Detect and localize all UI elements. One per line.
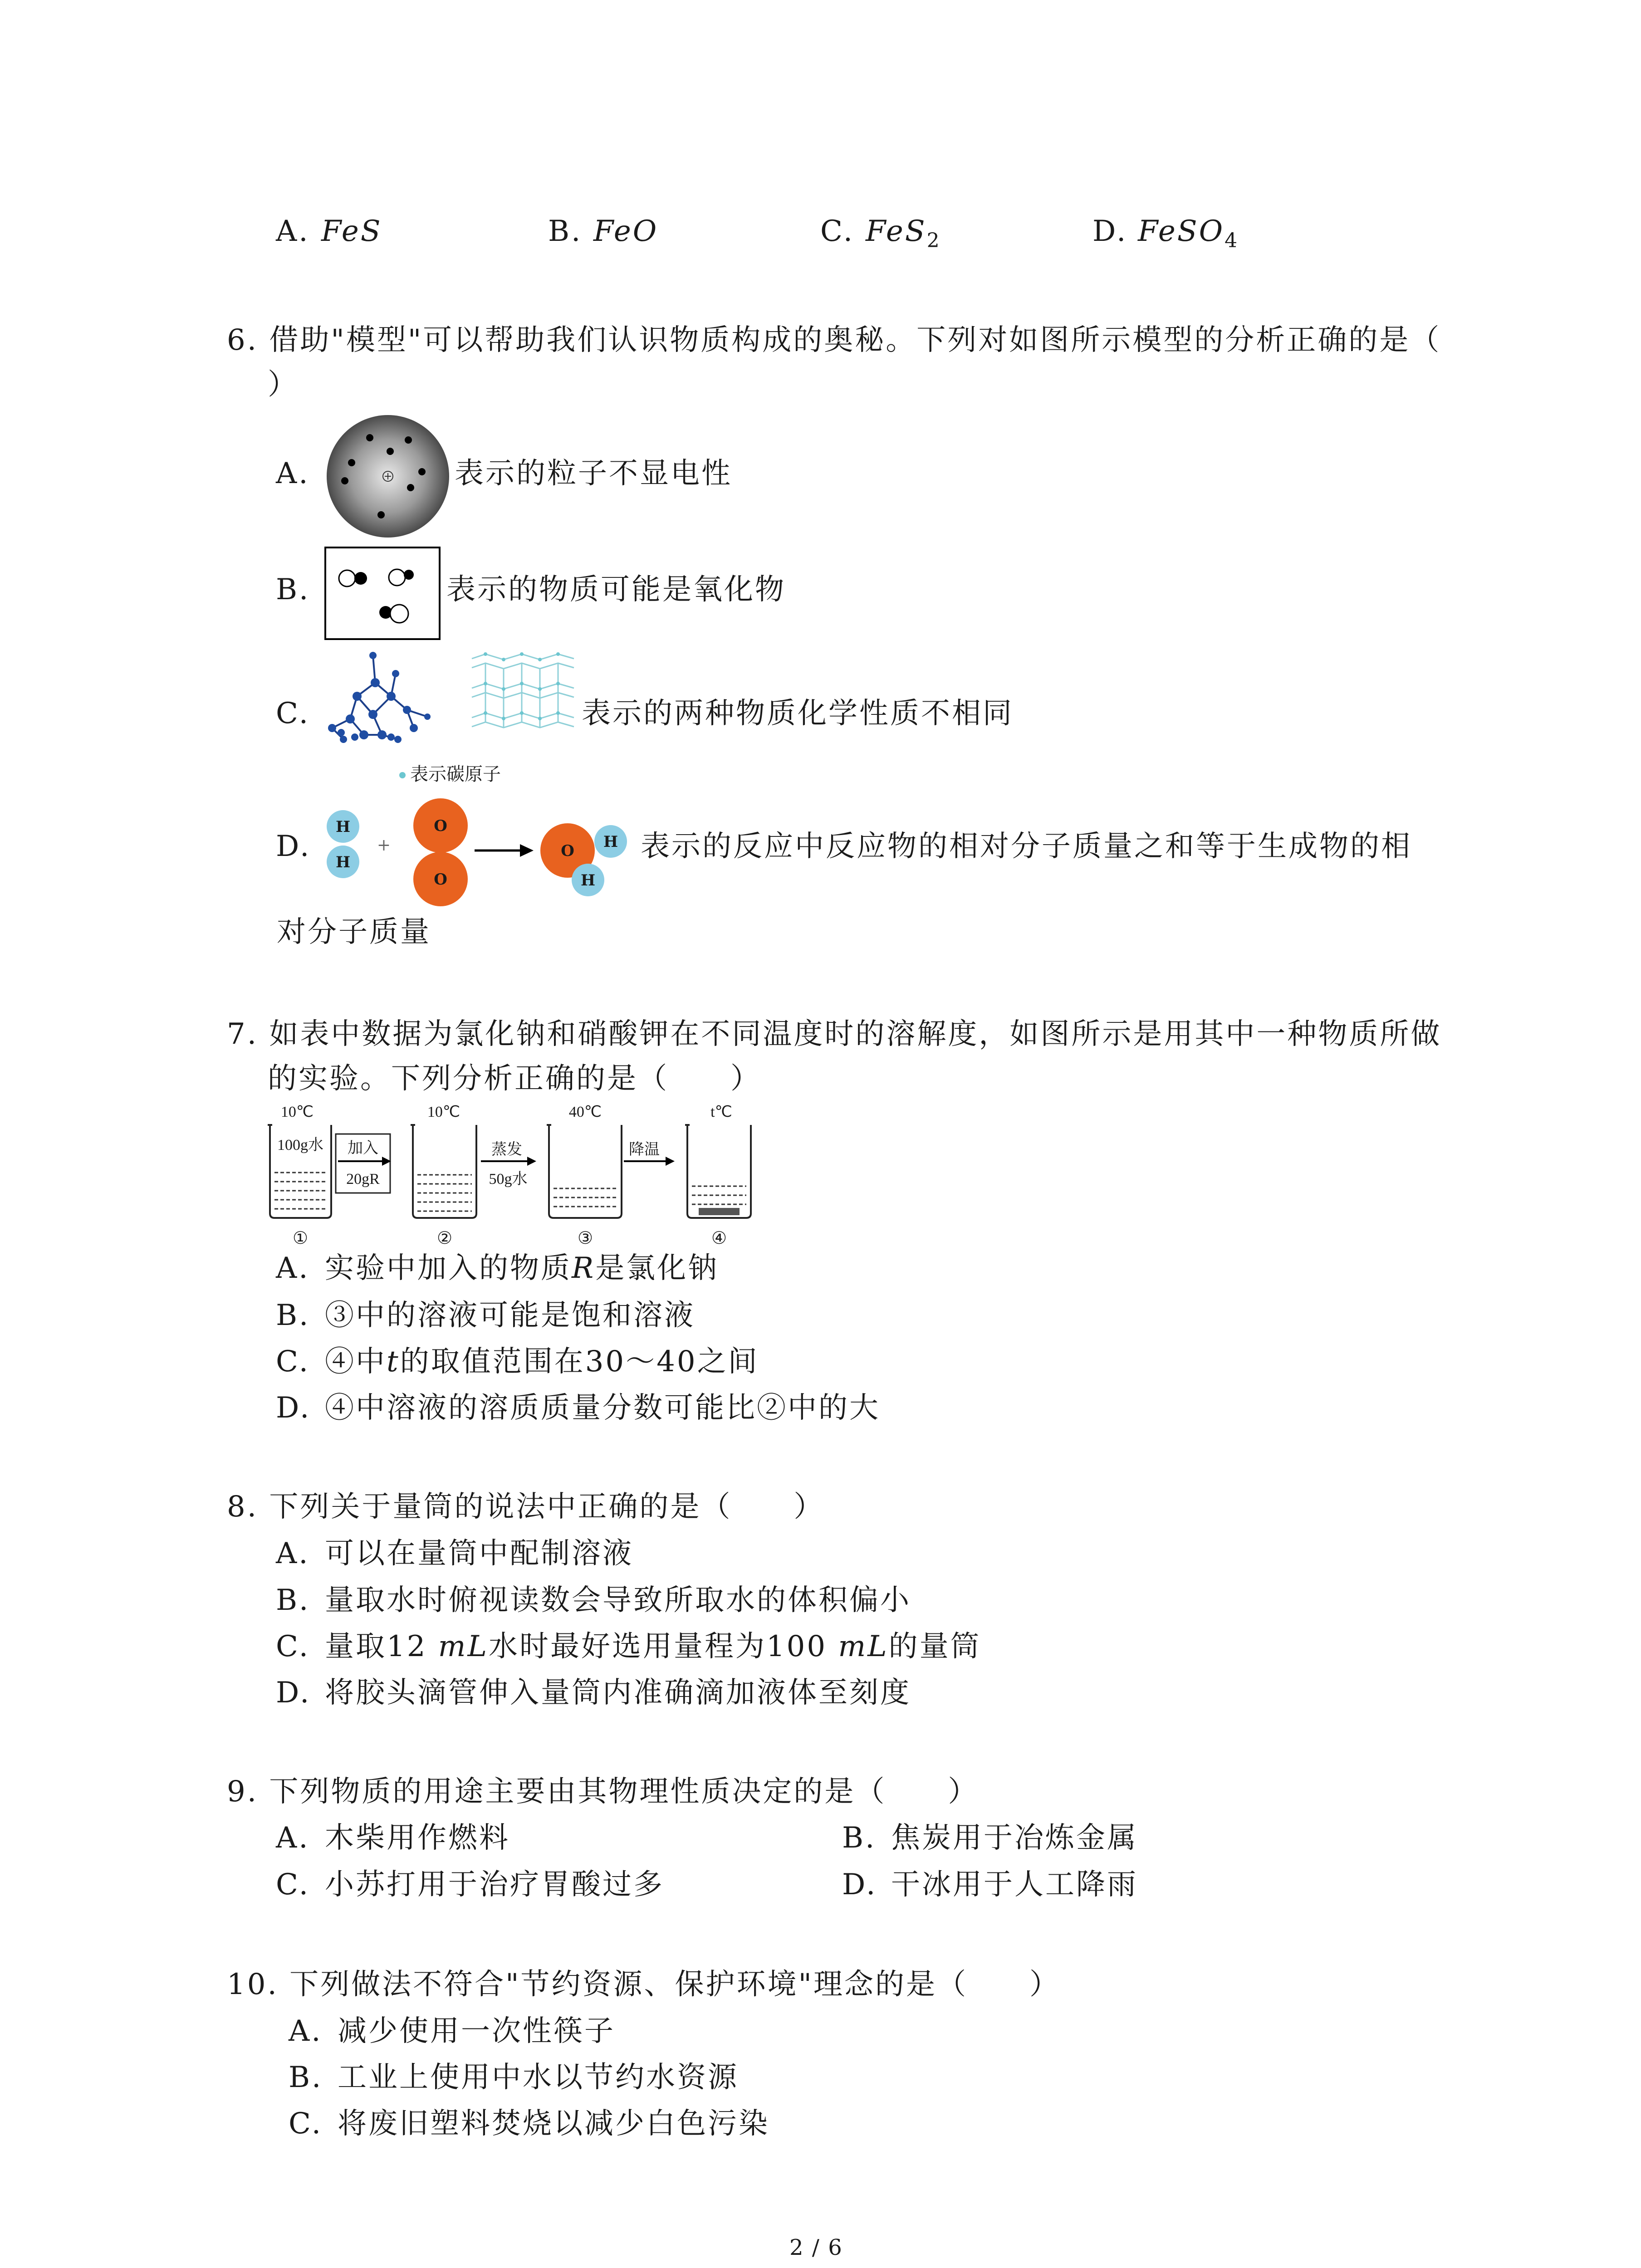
option-text-post: 的量筒 <box>888 1630 981 1663</box>
q6-option-a-label[interactable]: A. <box>276 457 310 490</box>
option-label: A. <box>276 215 310 248</box>
graphite-structure-figure <box>467 650 578 745</box>
beaker-number: ③ <box>577 1229 593 1248</box>
option-text: 木柴用作燃料 <box>325 1821 510 1855</box>
unit: mL <box>838 1630 889 1663</box>
q7-option-d[interactable] <box>276 1390 880 1426</box>
dissolution-experiment-figure <box>263 1102 753 1250</box>
q7-stem: 7. 如表中数据为氯化钠和硝酸钾在不同温度时的溶解度，如图所示是用其中一种物质所做 <box>227 1017 1442 1051</box>
page-number: 2 / 6 <box>789 2235 843 2260</box>
q6-option-a-text: 表示的粒子不显电性 <box>455 457 732 490</box>
option-text: 小苏打用于治疗胃酸过多 <box>325 1868 664 1901</box>
beaker-number: ① <box>292 1229 309 1248</box>
option-label: D. <box>276 1391 311 1425</box>
q9-option-d[interactable] <box>842 1867 1138 1903</box>
q6-option-d-label[interactable]: D. <box>276 830 311 863</box>
option-text: 将胶头滴管伸入量筒内准确滴加液体至刻度 <box>325 1676 911 1710</box>
option-text: FeS <box>866 215 927 248</box>
option-label: C. <box>276 1868 310 1901</box>
q9-stem: 9. 下列物质的用途主要由其物理性质决定的是（ ） <box>227 1775 979 1809</box>
o-atom-label: O <box>434 870 447 889</box>
molecule-box-figure <box>324 547 441 640</box>
option-label: B. <box>842 1821 877 1855</box>
beaker-number: ④ <box>711 1229 727 1248</box>
option-label: D. <box>276 1676 311 1710</box>
option-label: A. <box>276 1251 310 1285</box>
q10-option-c[interactable] <box>289 2106 769 2142</box>
q8-option-b[interactable] <box>276 1582 911 1618</box>
q9-option-c[interactable] <box>276 1867 664 1903</box>
q7-option-c[interactable] <box>276 1344 759 1380</box>
q8-stem: 8. 下列关于量筒的说法中正确的是（ ） <box>227 1490 825 1524</box>
carbon-atom-legend <box>399 763 501 786</box>
q9-option-a[interactable] <box>276 1820 510 1856</box>
option-text: FeO <box>593 215 659 248</box>
option-text: 减少使用一次性筷子 <box>338 2014 615 2048</box>
reaction-model-figure <box>320 789 642 907</box>
option-text: ④中 <box>325 1345 387 1378</box>
option-label: C. <box>820 215 855 248</box>
h-atom-label: H <box>335 818 351 836</box>
q10-option-a[interactable] <box>289 2013 615 2049</box>
option-label: C. <box>276 1345 310 1378</box>
temp-label: 10℃ <box>427 1104 460 1120</box>
h-atom-label: H <box>335 853 351 871</box>
arrow3-top-label: 降温 <box>629 1141 660 1158</box>
option-variable: t <box>387 1345 400 1378</box>
option-text: 焦炭用于冶炼金属 <box>891 1821 1138 1855</box>
option-text: ④中溶液的溶质质量分数可能比②中的大 <box>325 1391 880 1425</box>
option-label: B. <box>548 215 583 248</box>
option-text-post: 的取值范围在30～40之间 <box>400 1345 759 1378</box>
carbon-atom-icon <box>399 772 406 778</box>
temp-label: 10℃ <box>280 1104 314 1120</box>
option-label: C. <box>276 1630 310 1663</box>
carbon-atom-caption: 表示碳原子 <box>410 764 501 785</box>
option-text: 可以在量筒中配制溶液 <box>325 1537 633 1570</box>
q7-option-b[interactable] <box>276 1297 695 1334</box>
option-text: 干冰用于人工降雨 <box>891 1868 1138 1901</box>
o-atom-label: O <box>561 842 574 860</box>
q7-option-a[interactable] <box>276 1250 719 1286</box>
option-label: A. <box>289 2014 323 2048</box>
q8-option-d[interactable] <box>276 1675 911 1711</box>
option-label: A. <box>276 1537 310 1570</box>
option-label: B. <box>289 2061 323 2094</box>
option-label: A. <box>276 1821 310 1855</box>
option-text: ③中的溶液可能是饱和溶液 <box>325 1299 695 1332</box>
arrow2-bottom-label: 50g水 <box>489 1171 528 1188</box>
q6-option-b-label[interactable]: B. <box>276 573 310 606</box>
q10-option-b[interactable] <box>289 2059 739 2096</box>
option-label: D. <box>1092 215 1128 248</box>
option-text: 量取水时俯视读数会导致所取水的体积偏小 <box>325 1584 911 1617</box>
q9-option-b[interactable] <box>842 1820 1138 1856</box>
option-variable: R <box>572 1251 596 1285</box>
arrow2-top-label: 蒸发 <box>491 1141 522 1158</box>
q5-option-b[interactable] <box>548 213 658 249</box>
h-atom-label: H <box>603 833 618 851</box>
q6-stem-cont: ） <box>268 368 299 401</box>
option-text: FeSO <box>1138 215 1225 248</box>
option-label: B. <box>276 1299 310 1332</box>
atom-model-figure <box>324 413 451 540</box>
q5-option-c[interactable] <box>820 213 941 252</box>
option-text-mid: 水时最好选用量程为100 <box>488 1630 838 1663</box>
option-text-post: 是氯化钠 <box>595 1251 719 1285</box>
q6-option-d-text: 表示的反应中反应物的相对分子质量之和等于生成物的相 <box>641 830 1412 863</box>
option-label: B. <box>276 1584 310 1617</box>
option-text: FeS <box>321 215 382 248</box>
arrow1-bottom-label: 20gR <box>346 1171 380 1188</box>
diamond-structure-figure <box>323 646 436 746</box>
beaker-number: ② <box>436 1229 453 1248</box>
q5-option-a[interactable] <box>276 213 382 249</box>
h-atom-label: H <box>580 871 596 890</box>
q5-option-d[interactable] <box>1092 213 1239 252</box>
q6-stem: 6. 借助"模型"可以帮助我们认识物质构成的奥秘。下列对如图所示模型的分析正确的是（ <box>227 323 1441 357</box>
temp-label: 40℃ <box>568 1104 602 1120</box>
option-text: 工业上使用中水以节约水资源 <box>338 2061 739 2094</box>
option-label: D. <box>842 1868 877 1901</box>
arrow1-top-label: 加入 <box>348 1140 378 1157</box>
q6-option-c-label[interactable]: C. <box>276 697 310 730</box>
subscript: 2 <box>926 229 941 252</box>
q10-stem: 10. 下列做法不符合"节约资源、保护环境"理念的是（ ） <box>227 1968 1060 2001</box>
beaker1-label: 100g水 <box>277 1137 323 1154</box>
option-text: 将废旧塑料焚烧以减少白色污染 <box>338 2107 769 2141</box>
o-atom-label: O <box>434 817 447 835</box>
option-text: 量取12 <box>325 1630 438 1663</box>
q6-option-d-cont: 对分子质量 <box>277 915 431 949</box>
q6-option-c-text: 表示的两种物质化学性质不相同 <box>582 697 1014 730</box>
option-text: 实验中加入的物质 <box>325 1251 572 1285</box>
svg-text:+: + <box>377 836 391 855</box>
q6-option-b-text: 表示的物质可能是氧化物 <box>446 573 786 606</box>
option-label: C. <box>289 2107 323 2141</box>
temp-label: t℃ <box>710 1104 732 1120</box>
unit: mL <box>438 1630 489 1663</box>
subscript: 4 <box>1225 229 1239 252</box>
q8-option-a[interactable] <box>276 1535 633 1572</box>
q7-stem-cont: 的实验。下列分析正确的是（ ） <box>268 1062 761 1095</box>
q8-option-c[interactable] <box>276 1628 981 1665</box>
